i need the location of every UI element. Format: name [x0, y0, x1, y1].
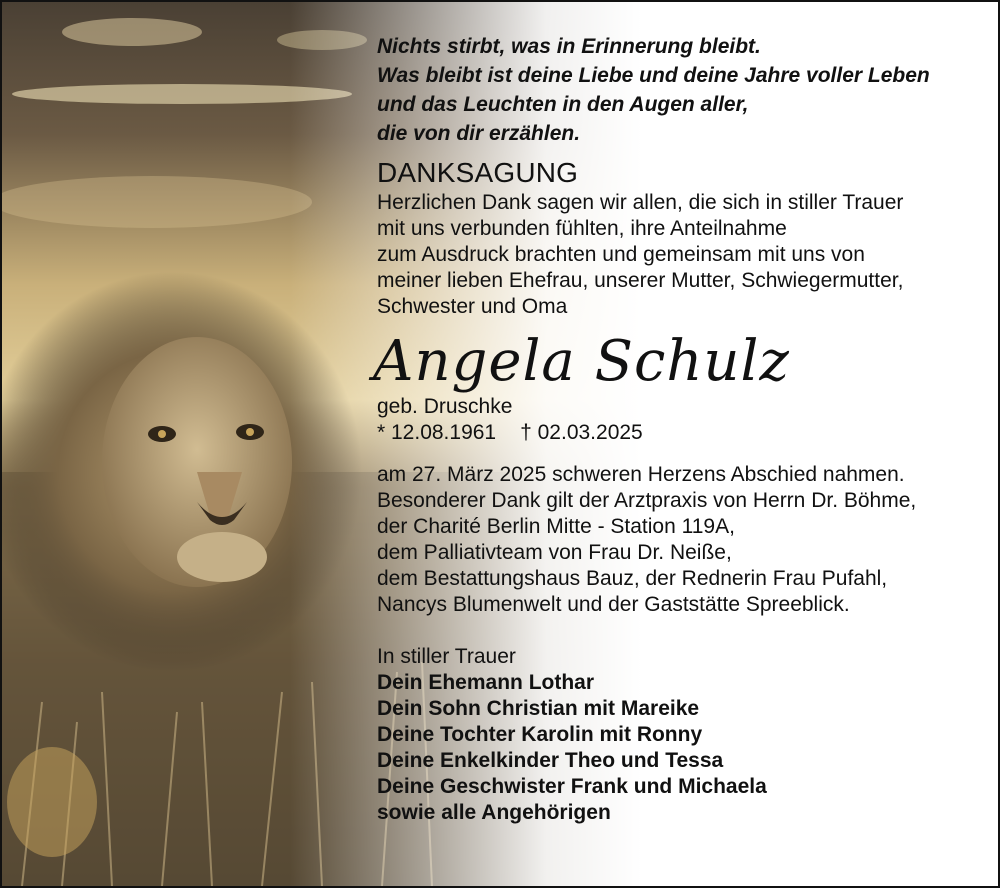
mourner: sowie alle Angehörigen	[377, 801, 611, 824]
mourner: Deine Enkelkinder Theo und Tessa	[377, 749, 724, 772]
special-thanks-line: dem Palliativteam von Frau Dr. Neiße,	[377, 541, 732, 564]
birth-date: * 12.08.1961	[377, 421, 497, 444]
special-thanks-line: der Charité Berlin Mitte - Station 119A,	[377, 515, 735, 538]
special-thanks-line: Nancys Blumenwelt und der Gaststätte Spreeblick.	[377, 593, 850, 616]
deceased-name: Angela Schulz	[373, 329, 790, 394]
thanks-line: meiner lieben Ehefrau, unserer Mutter, Schwiegermutter,	[377, 269, 904, 292]
poem-line: Was bleibt ist deine Liebe und deine Jahre voller Leben	[377, 64, 930, 87]
thanks-text	[377, 190, 987, 320]
mourner: Deine Geschwister Frank und Michaela	[377, 775, 767, 798]
poem-line: und das Leuchten in den Augen aller,	[377, 93, 749, 116]
thanks-line: Herzlichen Dank sagen wir allen, die sich in stiller Trauer	[377, 191, 904, 214]
mourners-list	[377, 670, 987, 826]
mourning-intro: In stiller Trauer	[377, 645, 516, 668]
heading: DANKSAGUNG	[377, 157, 579, 188]
special-thanks-line: dem Bestattungshaus Bauz, der Rednerin Frau Pufahl,	[377, 567, 888, 590]
poem	[377, 32, 987, 148]
poem-line: Nichts stirbt, was in Erinnerung bleibt.	[377, 35, 761, 58]
thanks-line: Schwester und Oma	[377, 295, 568, 318]
poem-line: die von dir erzählen.	[377, 122, 581, 145]
life-dates	[377, 394, 987, 446]
special-thanks-line: Besonderer Dank gilt der Arztpraxis von Herrn Dr. Böhme,	[377, 489, 917, 512]
obituary-text	[373, 32, 987, 826]
date-row	[377, 420, 987, 446]
mourner: Dein Ehemann Lothar	[377, 671, 595, 694]
mourner: Dein Sohn Christian mit Mareike	[377, 697, 700, 720]
birth-name: geb. Druschke	[377, 395, 513, 418]
special-thanks	[377, 488, 987, 618]
mourner: Deine Tochter Karolin mit Ronny	[377, 723, 703, 746]
death-date: † 02.03.2025	[520, 421, 643, 444]
farewell-text: am 27. März 2025 schweren Herzens Abschied nahmen.	[377, 463, 905, 486]
thanks-line: zum Ausdruck brachten und gemeinsam mit uns von	[377, 243, 865, 266]
thanks-line: mit uns verbunden fühlten, ihre Anteilnahme	[377, 217, 787, 240]
